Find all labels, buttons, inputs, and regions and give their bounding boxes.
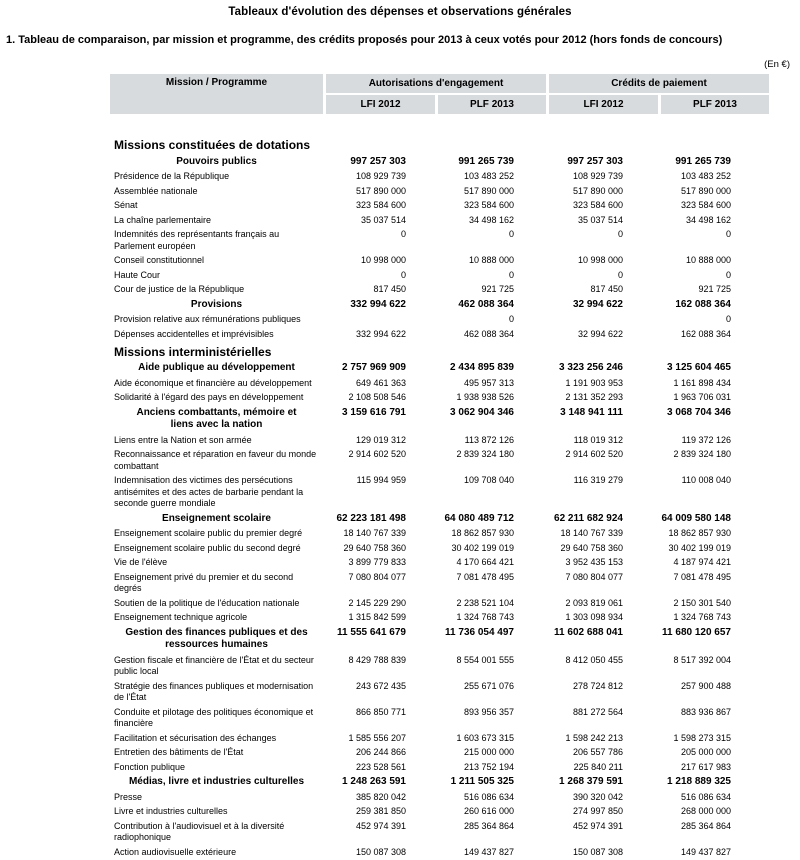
program-row (110, 679, 758, 705)
row-value: 516 086 634 (463, 791, 514, 802)
row-label: Enseignement technique agricole (114, 612, 248, 622)
row-value: 517 890 000 (572, 185, 623, 196)
program-row (110, 541, 758, 556)
row-value: 921 725 (698, 284, 731, 294)
program-row (110, 433, 758, 448)
row-value: 883 936 867 (680, 706, 731, 717)
row-value: 260 616 000 (463, 806, 514, 816)
program-row (110, 819, 758, 845)
row-value: 62 211 682 924 (554, 512, 623, 524)
row-label: La chaîne parlementaire (114, 214, 212, 225)
row-value: 64 009 580 148 (661, 512, 731, 524)
row-value: 205 000 000 (680, 747, 731, 757)
row-value: 2 914 602 520 (565, 449, 623, 459)
row-label: Stratégie des finances publiques et modernisation de l'État (114, 680, 314, 702)
row-value: 2 108 508 546 (348, 392, 406, 402)
row-value: 1 585 556 207 (348, 732, 406, 743)
row-value: 1 161 898 434 (673, 377, 731, 388)
row-value: 108 929 739 (355, 171, 406, 181)
row-value: 149 437 827 (680, 846, 731, 857)
row-label: Indemnisation des victimes des persécutions antisémites et des actes de barbarie pendant la seconde guerre mondiale (114, 475, 304, 508)
row-value: 10 888 000 (468, 255, 514, 265)
program-row (110, 313, 758, 328)
row-value: 7 080 804 077 (565, 571, 623, 582)
row-value: 2 093 819 061 (565, 597, 623, 608)
row-label: Pouvoirs publics (176, 155, 257, 167)
row-value: 118 019 312 (573, 434, 623, 445)
row-label: Presse (114, 791, 143, 802)
row-value: 3 159 616 791 (342, 406, 406, 418)
program-row (110, 805, 758, 820)
program-row (110, 170, 758, 185)
row-value: 7 081 478 495 (673, 571, 731, 582)
row-value: 2 150 301 540 (673, 597, 731, 608)
row-value: 10 998 000 (577, 255, 623, 265)
row-value: 278 724 812 (572, 680, 623, 691)
row-value: 1 324 768 743 (673, 612, 731, 622)
program-row (110, 746, 758, 761)
row-value: 3 125 604 465 (667, 362, 731, 373)
row-value: 32 994 622 (572, 298, 623, 310)
program-row (110, 268, 758, 283)
row-value: 323 584 600 (463, 200, 514, 210)
row-value: 1 248 263 591 (342, 776, 406, 787)
row-value: 2 434 895 839 (450, 362, 514, 373)
row-value: 452 974 391 (572, 820, 623, 831)
row-value: 18 862 857 930 (451, 528, 514, 538)
row-value: 517 890 000 (463, 185, 514, 196)
program-row (110, 213, 758, 228)
row-value: 1 218 889 325 (667, 776, 731, 787)
row-label: Facilitation et sécurisation des échanges (114, 732, 277, 743)
program-row (110, 790, 758, 805)
row-value: 4 187 974 421 (673, 557, 731, 567)
table-header (110, 74, 758, 114)
row-label: Contribution à l'audiovisuel et à la diversité radiophonique (114, 820, 285, 842)
row-value: 817 450 (590, 284, 623, 294)
row-value: 3 323 256 246 (559, 362, 623, 373)
row-value: 109 708 040 (463, 475, 514, 485)
row-value: 129 019 312 (355, 434, 406, 445)
row-value: 115 994 959 (356, 475, 406, 485)
section-row (110, 135, 758, 154)
mission-row (110, 511, 758, 527)
row-label: Entretien des bâtiments de l'État (114, 747, 244, 757)
row-value: 225 840 211 (573, 761, 623, 772)
program-row (110, 228, 758, 254)
row-value: 323 584 600 (355, 200, 406, 210)
row-label: Enseignement scolaire public du premier degré (114, 528, 303, 538)
header-mission-programme: Mission / Programme (110, 74, 323, 114)
table-caption: 1. Tableau de comparaison, par mission et programme, des crédits proposés pour 2013 à ceux votés pour 2012 (hors fonds de concours) (6, 34, 723, 46)
mission-row (110, 625, 758, 653)
row-label: Liens entre la Nation et son armée (114, 434, 252, 445)
row-value: 150 087 308 (572, 846, 623, 857)
program-row (110, 376, 758, 391)
row-label: Missions interministérielles (114, 344, 272, 359)
row-value: 517 890 000 (680, 185, 731, 196)
row-label: Conduite et pilotage des politiques économique et financière (114, 706, 314, 728)
row-value: 34 498 162 (685, 214, 731, 225)
row-value: 2 757 969 909 (342, 362, 406, 373)
row-value: 4 170 664 421 (456, 557, 514, 567)
program-row (110, 474, 758, 512)
row-value: 997 257 303 (567, 155, 623, 167)
row-value: 119 372 126 (681, 434, 731, 445)
row-value: 162 088 364 (675, 298, 731, 310)
row-value: 516 086 634 (680, 791, 731, 802)
row-value: 881 272 564 (572, 706, 623, 717)
row-value: 452 974 391 (355, 820, 406, 831)
row-value: 29 640 758 360 (560, 542, 623, 553)
row-value: 11 602 688 041 (554, 626, 623, 638)
row-label: Reconnaissance et réparation en faveur du monde combattant (114, 449, 317, 471)
row-label: Provision relative aux rémunérations publiques (114, 314, 301, 324)
row-label: Cour de justice de la République (114, 284, 245, 294)
row-value: 10 998 000 (360, 255, 406, 265)
document-page (0, 6, 800, 857)
row-label: Solidarité à l'égard des pays en développement (114, 392, 304, 402)
row-value: 32 994 622 (577, 328, 623, 339)
row-value: 495 957 313 (463, 377, 514, 388)
row-value: 991 265 739 (675, 155, 731, 167)
row-value: 2 839 324 180 (673, 449, 731, 459)
row-value: 103 483 252 (463, 171, 514, 181)
row-value: 1 191 903 953 (565, 377, 623, 388)
program-row (110, 705, 758, 731)
row-label: Haute Cour (114, 269, 161, 280)
row-label: Médias, livre et industries culturelles (128, 776, 305, 787)
row-value: 332 994 622 (355, 328, 406, 339)
row-value: 3 062 904 346 (450, 406, 514, 418)
program-row (110, 527, 758, 542)
row-value: 11 736 054 497 (445, 626, 514, 638)
row-value: 285 364 864 (680, 820, 731, 831)
row-value: 8 412 050 455 (565, 654, 623, 665)
row-value: 1 303 098 934 (565, 612, 623, 622)
row-value: 259 381 850 (355, 806, 406, 816)
row-value: 108 929 739 (572, 171, 623, 181)
header-ae-plf-2013: PLF 2013 (438, 95, 546, 114)
row-value: 18 862 857 930 (668, 528, 731, 538)
row-value: 1 211 505 325 (450, 776, 514, 787)
row-value: 8 554 001 555 (456, 654, 514, 665)
row-label: Enseignement privé du premier et du second degrés (114, 571, 294, 593)
row-value: 3 068 704 346 (667, 406, 731, 418)
row-value: 8 429 788 839 (348, 654, 406, 665)
header-cp-lfi-2012: LFI 2012 (549, 95, 658, 114)
program-row (110, 283, 758, 298)
row-value: 817 450 (373, 284, 406, 294)
row-value: 1 598 242 213 (565, 732, 623, 743)
row-value: 257 900 488 (680, 680, 731, 691)
program-row (110, 845, 758, 860)
row-value: 866 850 771 (355, 706, 406, 717)
row-value: 243 672 435 (355, 680, 406, 691)
row-value: 385 820 042 (355, 791, 406, 802)
row-value: 332 994 622 (350, 298, 406, 310)
row-label: Aide publique au développement (138, 362, 295, 373)
row-value: 2 145 229 290 (348, 597, 406, 608)
row-label: Conseil constitutionnel (114, 255, 205, 265)
mission-row (110, 154, 758, 170)
mission-row (110, 361, 758, 377)
program-row (110, 596, 758, 611)
row-value: 517 890 000 (355, 185, 406, 196)
program-row (110, 653, 758, 679)
row-value: 162 088 364 (680, 328, 731, 339)
row-value: 0 (508, 269, 514, 280)
program-row (110, 327, 758, 342)
row-value: 110 008 040 (681, 475, 731, 485)
row-value: 150 087 308 (355, 846, 406, 857)
mission-row (110, 297, 758, 313)
row-value: 1 268 379 591 (559, 776, 623, 787)
section-row (110, 342, 758, 361)
row-label: Anciens combattants, mémoire et liens avec la nation (136, 406, 297, 430)
row-value: 3 899 779 833 (348, 557, 406, 567)
header-group-autorisations-engagement: Autorisations d'engagement (326, 74, 546, 93)
row-value: 217 617 983 (680, 761, 731, 772)
row-value: 390 320 042 (572, 791, 623, 802)
row-label: Sénat (114, 200, 138, 210)
row-label: Provisions (190, 298, 243, 310)
row-label: Missions constituées de dotations (114, 138, 311, 152)
row-label: Action audiovisuelle extérieure (114, 846, 237, 857)
row-value: 11 680 120 657 (662, 626, 731, 638)
row-value: 268 000 000 (680, 806, 731, 816)
row-label: Enseignement scolaire (162, 512, 271, 524)
row-value: 2 238 521 104 (456, 597, 514, 608)
row-label: Livre et industries culturelles (114, 806, 228, 816)
program-row (110, 731, 758, 746)
row-label: Assemblée nationale (114, 185, 198, 196)
row-value: 1 603 673 315 (456, 732, 514, 743)
row-value: 62 223 181 498 (336, 512, 406, 524)
program-row (110, 254, 758, 269)
row-value: 30 402 199 019 (668, 542, 731, 553)
row-value: 113 872 126 (464, 434, 514, 445)
row-value: 11 555 641 679 (337, 626, 406, 638)
row-value: 1 938 938 526 (456, 392, 514, 402)
row-label: Soutien de la politique de l'éducation nationale (114, 597, 300, 608)
row-label: Vie de l'élève (114, 557, 168, 567)
row-value: 1 598 273 315 (673, 732, 731, 743)
row-value: 30 402 199 019 (451, 542, 514, 553)
row-value: 2 914 602 520 (348, 449, 406, 459)
row-value: 462 088 364 (463, 328, 514, 339)
row-value (540, 313, 649, 316)
row-label: Fonction publique (114, 761, 186, 772)
row-value: 893 956 357 (463, 706, 514, 717)
row-label: Enseignement scolaire public du second degré (114, 542, 301, 553)
row-value: 34 498 162 (468, 214, 514, 225)
program-row (110, 556, 758, 571)
row-value: 149 437 827 (463, 846, 514, 857)
program-row (110, 184, 758, 199)
row-value: 3 952 435 153 (565, 557, 623, 567)
row-value: 223 528 561 (355, 761, 406, 772)
row-value: 0 (725, 269, 731, 280)
row-label: Présidence de la République (114, 171, 230, 181)
row-value: 206 244 866 (355, 747, 406, 757)
row-value: 0 (617, 269, 623, 280)
row-value: 921 725 (481, 284, 514, 294)
row-value: 0 (400, 269, 406, 280)
row-value: 2 839 324 180 (456, 449, 514, 459)
row-value: 0 (508, 314, 514, 324)
row-value: 10 888 000 (685, 255, 731, 265)
row-value: 2 131 352 293 (565, 392, 623, 402)
row-value: 18 140 767 339 (560, 528, 623, 538)
row-label: Dépenses accidentelles et imprévisibles (114, 328, 274, 339)
row-value: 0 (617, 229, 623, 239)
row-value: 64 080 489 712 (444, 512, 514, 524)
row-value: 103 483 252 (680, 171, 731, 181)
currency-unit-note: (En €) (764, 59, 790, 70)
row-value: 35 037 514 (577, 214, 623, 225)
row-value: 1 324 768 743 (456, 612, 514, 622)
row-value: 462 088 364 (458, 298, 514, 310)
row-value: 255 671 076 (463, 680, 514, 691)
row-value: 991 265 739 (458, 155, 514, 167)
program-row (110, 611, 758, 626)
header-group-credits-paiement: Crédits de paiement (549, 74, 769, 93)
row-value: 0 (725, 229, 731, 239)
row-value: 323 584 600 (680, 200, 731, 210)
row-value: 206 557 786 (572, 747, 623, 757)
program-row (110, 760, 758, 775)
row-value: 997 257 303 (350, 155, 406, 167)
comparison-table (110, 74, 758, 860)
program-row (110, 391, 758, 406)
program-row (110, 199, 758, 214)
row-value: 649 461 363 (355, 377, 406, 388)
row-value: 1 963 706 031 (673, 392, 731, 402)
row-value: 18 140 767 339 (343, 528, 406, 538)
header-cp-plf-2013: PLF 2013 (661, 95, 769, 114)
row-value (323, 313, 432, 316)
program-row (110, 570, 758, 596)
row-value: 0 (508, 229, 514, 239)
row-value: 35 037 514 (360, 214, 406, 225)
row-value: 213 752 194 (463, 761, 514, 772)
mission-row (110, 405, 758, 433)
row-value: 116 319 279 (573, 475, 623, 485)
row-label: Gestion des finances publiques et des ressources humaines (125, 626, 308, 650)
row-value: 0 (400, 229, 406, 239)
page-title: Tableaux d'évolution des dépenses et observations générales (228, 6, 572, 18)
row-value: 8 517 392 004 (673, 654, 731, 665)
row-label: Indemnités des représentants français au Parlement européen (114, 229, 280, 251)
row-value: 215 000 000 (463, 747, 514, 757)
row-label: Aide économique et financière au développement (114, 377, 312, 388)
row-value: 3 148 941 111 (560, 406, 623, 418)
row-value: 285 364 864 (463, 820, 514, 831)
row-value: 0 (725, 314, 731, 324)
header-ae-lfi-2012: LFI 2012 (326, 95, 435, 114)
row-value: 323 584 600 (572, 200, 623, 210)
row-value: 7 080 804 077 (348, 571, 406, 582)
mission-row (110, 775, 758, 791)
row-value: 1 315 842 599 (348, 612, 406, 622)
row-value: 7 081 478 495 (456, 571, 514, 582)
table-body (110, 135, 758, 860)
row-value: 29 640 758 360 (343, 542, 406, 553)
program-row (110, 448, 758, 474)
row-label: Gestion fiscale et financière de l'État et du secteur public local (114, 654, 314, 676)
row-value: 274 997 850 (572, 806, 623, 816)
